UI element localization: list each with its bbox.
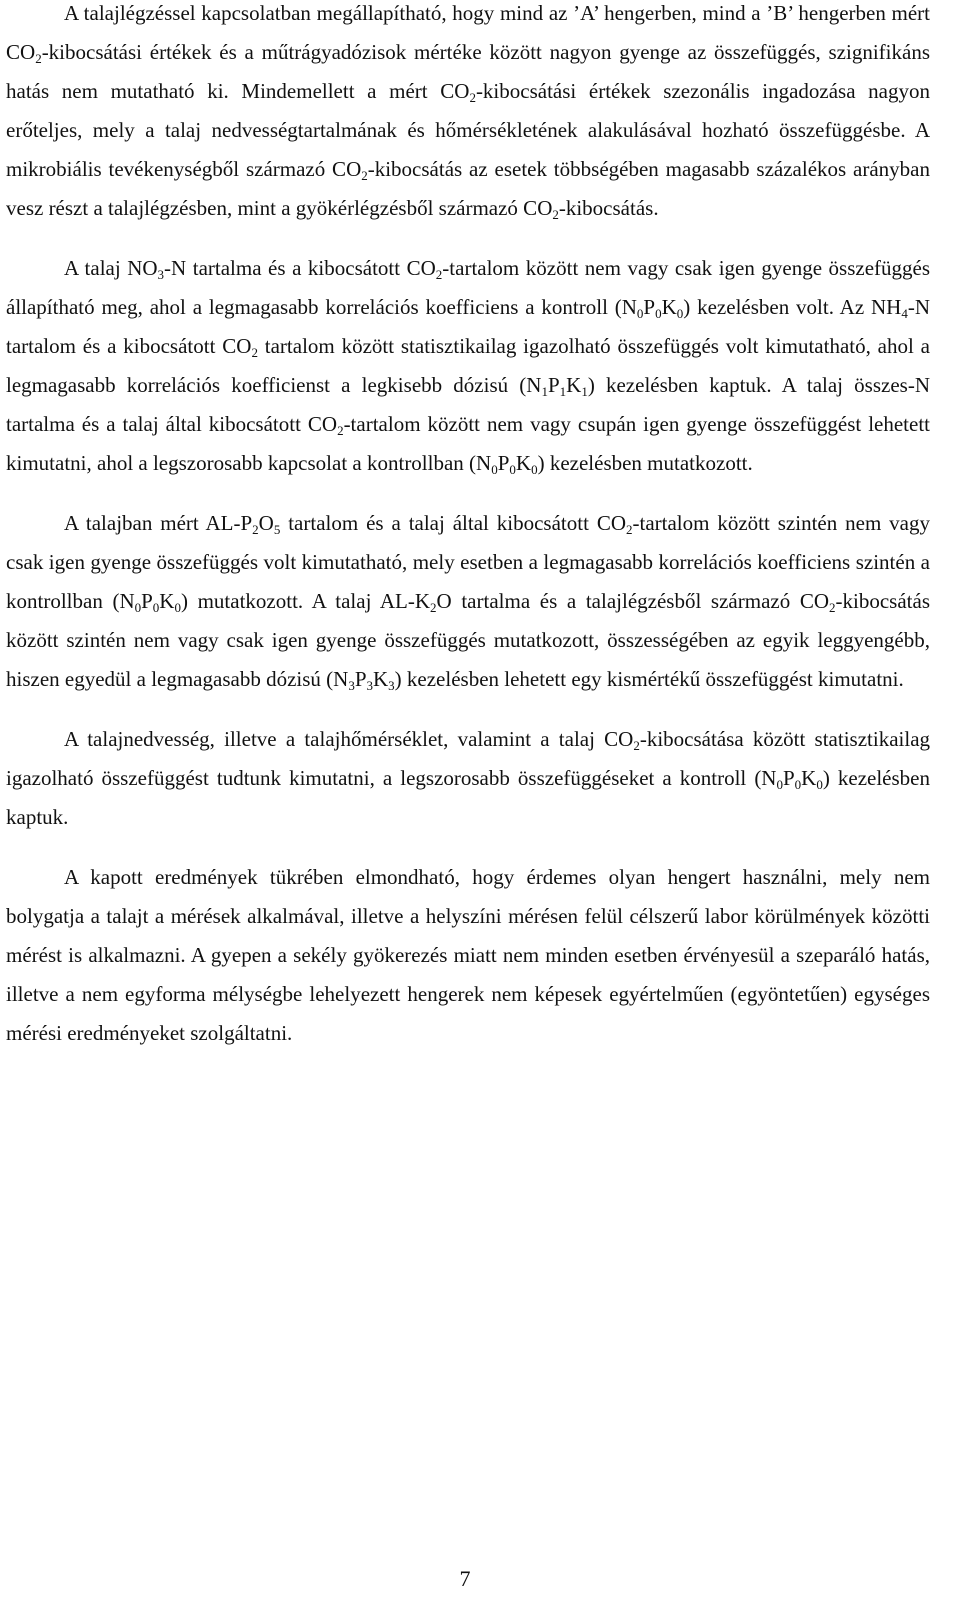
subscript: 2 bbox=[435, 267, 443, 282]
subscript: 1 bbox=[581, 384, 588, 399]
subscript: 0 bbox=[655, 306, 662, 321]
subscript: 2 bbox=[829, 600, 836, 615]
subscript: 2 bbox=[633, 738, 640, 753]
subscript: 0 bbox=[636, 306, 644, 321]
paragraph-1: A talajlégzéssel kapcsolatban megállapítható, hogy mind az ’A’ hengerben, mind a ’B’ hengerben mért $CO_2$-kibocsátási értékek és a műtrágyadózisok mértéke között nagyon gyenge az összefüggés, szignifikáns hatás nem mutatható ki. Mindemellett a mért $CO_2$-kibocsátási értékek szezonális ingadozása nagyon erőteljes, mely a talaj nedvességtartalmának és hőmérsékletének alakulásával hozható összefüggésbe. A mikrobiális tevékenységből származó $CO_2$-kibocsátás az esetek többségében magasabb százalékos arányban vesz részt a talajlégzésben, mint a gyökérlégzésből származó $CO_2$-kibocsátás. bbox=[6, 1, 930, 222]
subscript: 0 bbox=[816, 777, 823, 792]
subscript: 3 bbox=[366, 678, 373, 693]
subscript: 0 bbox=[174, 600, 181, 615]
page-number: 7 bbox=[459, 1566, 471, 1591]
subscript: 4 bbox=[901, 306, 908, 321]
subscript: 0 bbox=[794, 777, 802, 792]
subscript: 0 bbox=[152, 600, 160, 615]
paragraph-4: A talajnedvesség, illetve a talajhőmérséklet, valamint a talaj $CO_2$-kibocsátása között statisztikailag igazolható összefüggést tudtunk kimutatni, a legszorosabb összefüggéseket a kontroll $(N_0P_0K_0)$ kezelésben kaptuk. bbox=[6, 727, 931, 829]
subscript: 0 bbox=[776, 777, 783, 792]
document-body bbox=[6, 0, 930, 1074]
subscript: 1 bbox=[559, 384, 567, 399]
subscript: 5 bbox=[273, 522, 281, 537]
subscript: 3 bbox=[348, 678, 355, 693]
subscript: 2 bbox=[337, 423, 344, 438]
subscript: 2 bbox=[361, 168, 368, 183]
subscript: 0 bbox=[491, 462, 498, 477]
subscript: 3 bbox=[388, 678, 395, 693]
subscript: 1 bbox=[541, 384, 548, 399]
subscript: 2 bbox=[430, 600, 437, 615]
paragraph-3: A talajban mért $AL-P_2O_5$ tartalom és a talaj által kibocsátott $CO_2$-tartalom között szintén nem vagy csak igen gyenge összefüggés volt kimutatható, mely esetben a legmagasabb korrelációs koefficiens szintén a kontrollban $(N_0P_0K_0)$ mutatkozott. A talaj $AL-K_2O$ tartalma és a talajlégzésből származó $CO_2$-kibocsátás között szintén nem vagy csak igen gyenge összefüggés mutatkozott, összességében az egyik leggyengébb, hiszen egyedül a legmagasabb dózisú $(N_3P_3K_3)$ kezelésben lehetett egy kismértékű összefüggést kimutatni. bbox=[6, 511, 930, 693]
paragraph-2: A talaj $NO_3-N$ tartalma és a kibocsátott $CO_2$-tartalom között nem vagy csak igen gyenge összefüggés állapítható meg, ahol a legmagasabb korrelációs koefficiens a kontroll $(N_0P_0K_0)$ kezelésben volt. Az $NH_4-N$ tartalom és a kibocsátott $CO_2$ tartalom között statisztikailag igazolható összefüggés volt kimutatható, ahol a legmagasabb korrelációs koefficienst a legkisebb dózisú $(N_1P_1K_1)$ kezelésben kaptuk. A talaj összes-N tartalma és a talaj által kibocsátott $CO_2$-tartalom között nem vagy csupán igen gyenge összefüggést lehetett kimutatni, ahol a legszorosabb kapcsolat a kontrollban $(N_0P_0K_0)$ kezelésben mutatkozott. bbox=[6, 256, 931, 477]
subscript: 0 bbox=[134, 600, 142, 615]
subscript: 3 bbox=[157, 267, 165, 282]
subscript: 0 bbox=[676, 306, 684, 321]
subscript: 2 bbox=[552, 207, 559, 222]
subscript: 2 bbox=[252, 522, 259, 537]
paragraph-5: A kapott eredmények tükrében elmondható, hogy érdemes olyan hengert használni, mely nem bolygatja a talajt a mérések alkalmával, illetve a helyszíni mérésen felül célszerű labor körülmények közötti mérést is alkalmazni. A gyepen a sekély gyökerezés miatt nem minden esetben érvényesül a szeparáló hatás, illetve a nem egyforma mélységbe lehelyezett hengerek nem képesek egyértelműen (egyöntetűen) egységes mérési eredményeket szolgáltatni. bbox=[6, 865, 930, 1045]
subscript: 2 bbox=[35, 51, 42, 66]
subscript: 2 bbox=[469, 90, 476, 105]
subscript: 2 bbox=[626, 522, 633, 537]
subscript: 2 bbox=[251, 345, 258, 360]
subscript: 0 bbox=[509, 462, 516, 477]
subscript: 0 bbox=[531, 462, 538, 477]
